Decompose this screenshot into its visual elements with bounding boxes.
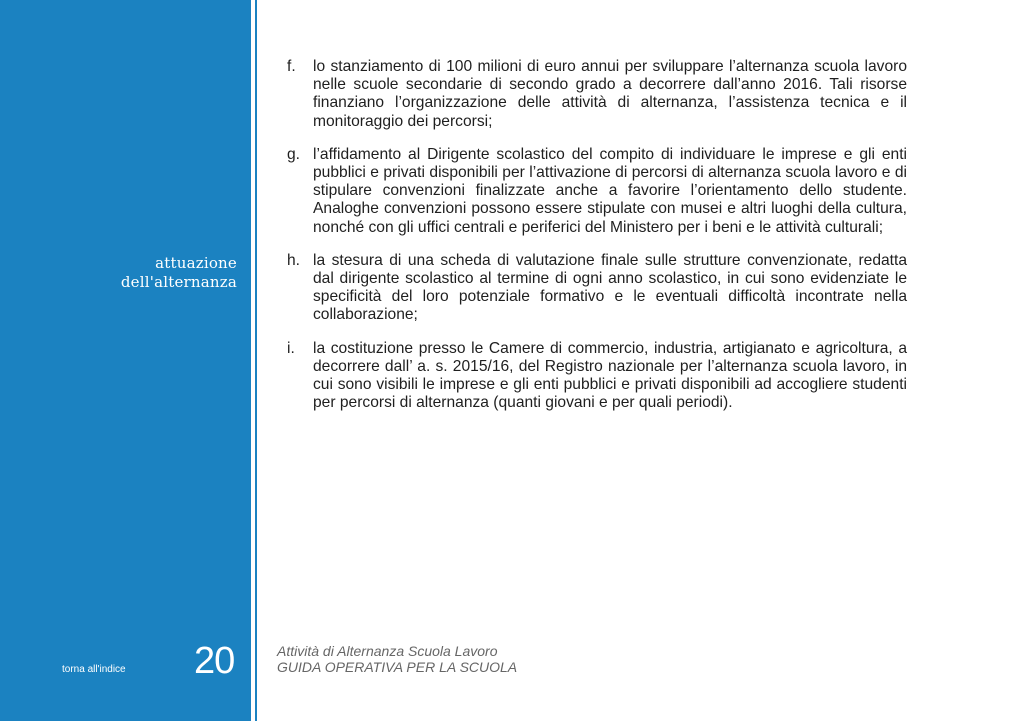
footer-title: [277, 643, 517, 675]
section-label: [121, 254, 237, 292]
sidebar-edge-stripe: [255, 0, 257, 721]
list-item-text: la stesura di una scheda di valutazione finale sulle strutture convenzionate, redatta dal dirigente scolastico al termine di ogni anno scolastico, in cui sono evidenziate le specificità del loro potenziale formativo e le eventuali difficoltà incontrate nella collaborazione;: [313, 251, 907, 324]
list-marker: g.: [287, 145, 301, 163]
list-item-text: l’affidamento al Dirigente scolastico del compito di individuare le imprese e gli enti pubblici e privati disponibili per l’attivazione di percorsi di alternanza scuola lavoro e di stipulare convenzioni finalizzate anche a favorire l’orientamento dello studente. Analoghe convenzioni possono essere stipulate con musei e altri luoghi della cultura, nonché con gli uffici centrali e periferici del Ministero per i beni e le attività culturali;: [313, 145, 907, 236]
list-marker: h.: [287, 251, 301, 269]
list-item-g: [287, 146, 907, 237]
sidebar: [0, 0, 251, 721]
list-item-f: [287, 58, 907, 131]
section-label-line-1: attuazione: [155, 254, 237, 272]
list-marker: f.: [287, 58, 296, 75]
page-number: 20: [194, 640, 235, 682]
section-label-line-2: dell'alternanza: [120, 273, 237, 291]
list-marker: i.: [287, 339, 295, 357]
list-item-text: lo stanziamento di 100 milioni di euro annui per sviluppare l’alternanza scuola lavoro nelle scuole secondarie di secondo grado a decorrere dall’anno 2016. Tali risorse finanziano l’organizzazione delle attività di alternanza, l’assistenza tecnica e il monitoraggio dei percorsi;: [313, 58, 907, 130]
main-content: [287, 58, 907, 427]
list-item-h: [287, 252, 907, 325]
list-item-i: [287, 340, 907, 413]
back-to-index-link[interactable]: torna all'indice: [62, 664, 126, 675]
list-item-text: la costituzione presso le Camere di commercio, industria, artigianato e agricoltura, a decorrere dall’ a. s. 2015/16, del Registro nazionale per l’alternanza scuola lavoro, in cui sono visibili le imprese e gli enti pubblici e privati disponibili ad accogliere studenti per percorsi di alternanza (quanti giovani e per quali periodi).: [313, 339, 907, 412]
footer-title-line-1: Attività di Alternanza Scuola Lavoro: [277, 643, 498, 659]
footer-title-line-2: GUIDA OPERATIVA PER LA SCUOLA: [277, 659, 518, 675]
